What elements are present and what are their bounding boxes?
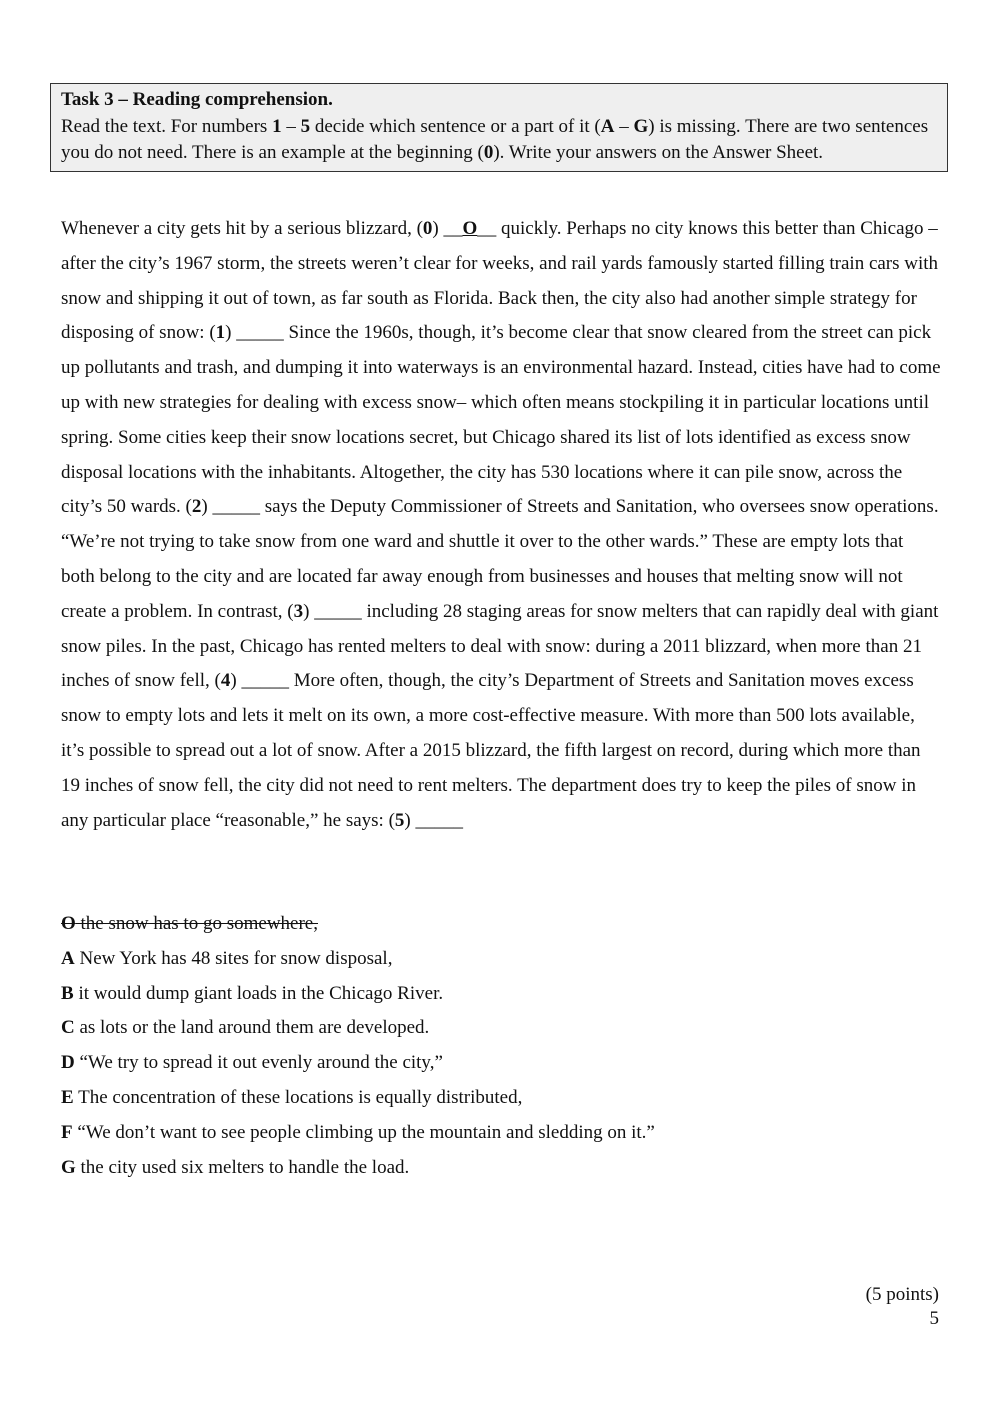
- option-a: [61, 942, 941, 977]
- option-text: the snow has to go somewhere,: [75, 913, 318, 934]
- task-instructions: [61, 116, 928, 164]
- gap-number-1: 1: [215, 322, 226, 344]
- option-d: [61, 1046, 941, 1081]
- option-letter: A: [61, 947, 75, 969]
- option-letter: O: [61, 913, 76, 934]
- page-number: 5: [929, 1308, 939, 1329]
- gap-number-3: 3: [293, 600, 304, 622]
- option-text: as lots or the land around them are developed.: [74, 1017, 430, 1039]
- option-letter: D: [61, 1052, 75, 1074]
- gap-number-2: 2: [191, 496, 202, 518]
- reading-passage: [61, 212, 941, 838]
- option-letter: G: [61, 1156, 76, 1178]
- passage-text: Whenever a city gets hit by a serious blizzard, (: [61, 218, 423, 239]
- passage-text: ) _____ More often, though, the city’s Department of Streets and Sanitation moves excess snow to empty lots and lets it melt on its own, a more cost-effective measure. With more than 500 lots available, it’s possible to spread out a lot of snow. After a 2015 blizzard, the fifth largest on record, during which more than 19 inches of snow fell, the city did not need to rent melters. The department does try to keep the piles of snow in any particular place “reasonable,” he says: (: [61, 670, 921, 831]
- passage-text: ) __: [432, 218, 463, 239]
- option-text: “We don’t want to see people climbing up the mountain and sledding on it.”: [72, 1121, 655, 1143]
- option-text: the city used six melters to handle the load.: [75, 1156, 410, 1178]
- option-letter: B: [61, 982, 74, 1004]
- answer-options-list: [61, 907, 941, 1185]
- option-letter: E: [61, 1086, 74, 1108]
- instr-letter-end: G: [633, 115, 649, 137]
- passage-text: ) _____: [404, 809, 463, 831]
- instr-text: –: [614, 115, 634, 137]
- instr-number-end: 5: [300, 115, 311, 137]
- option-letter: F: [61, 1121, 73, 1143]
- instr-letter-start: A: [600, 115, 615, 137]
- option-b: [61, 977, 941, 1012]
- instr-text: ) is missing. There are two sentences you do not need. There is an example at the beginning (: [61, 115, 929, 163]
- instr-text: decide which sentence or a part of it (: [310, 115, 601, 137]
- option-f: [61, 1116, 941, 1151]
- gap-number-4: 4: [220, 670, 231, 692]
- instr-number-start: 1: [272, 115, 282, 137]
- option-example: [61, 907, 941, 942]
- option-g: [61, 1151, 941, 1186]
- instr-text: ). Write your answers on the Answer Sheet.: [493, 142, 824, 163]
- option-text: “We try to spread it out evenly around the city,”: [74, 1052, 443, 1074]
- instr-example-number: 0: [483, 142, 494, 163]
- passage-text: ) _____ Since the 1960s, though, it’s become clear that snow cleared from the street can pick up pollutants and trash, and dumping it into waterways is an environmental hazard. Instead, cities have had to come up with new strategies for dealing with excess snow– which often means stockpiling it in particular locations until spring. Some cities keep their snow locations secret, but Chicago shared its list of lots identified as excess snow disposal locations with the inhabitants. Altogether, the city has 530 locations where it can pile snow, across the city’s 50 wards. (: [61, 322, 941, 518]
- option-e: [61, 1081, 941, 1116]
- option-text: The concentration of these locations is equally distributed,: [73, 1086, 523, 1108]
- option-text: New York has 48 sites for snow disposal,: [74, 947, 393, 969]
- passage-text: ) _____ says the Deputy Commissioner of Streets and Sanitation, who oversees snow operations. “We’re not trying to take snow from one ward and shuttle it over to the other wards.” These are empty lots that both belong to the city and are located far away enough from businesses and houses that melting snow will not create a problem. In contrast, (: [61, 496, 939, 622]
- points-label: (5 points): [865, 1284, 939, 1305]
- gap-number-0: 0: [422, 218, 433, 239]
- instr-text: Read the text. For numbers: [61, 115, 273, 137]
- task-instructions-box: [50, 83, 948, 172]
- instr-text: –: [281, 115, 301, 137]
- example-answer: O: [462, 218, 478, 239]
- option-text: it would dump giant loads in the Chicago River.: [73, 982, 444, 1004]
- option-letter: C: [61, 1017, 75, 1039]
- option-c: [61, 1011, 941, 1046]
- task-title: Task 3 – Reading comprehension.: [61, 89, 333, 110]
- passage-text: __ quickly. Perhaps no city knows this better than Chicago – after the city’s 1967 storm, the streets weren’t clear for weeks, and rail yards famously started filling train cars with snow and shipping it out of town, as far south as Florida. Back then, the city also had another simple strategy for disposing of snow: (: [61, 218, 939, 344]
- gap-number-5: 5: [394, 809, 405, 831]
- passage-text: ) _____ including 28 staging areas for snow melters that can rapidly deal with giant snow piles. In the past, Chicago has rented melters to deal with snow: during a 2011 blizzard, when more than 21 inches of snow fell, (: [61, 600, 939, 692]
